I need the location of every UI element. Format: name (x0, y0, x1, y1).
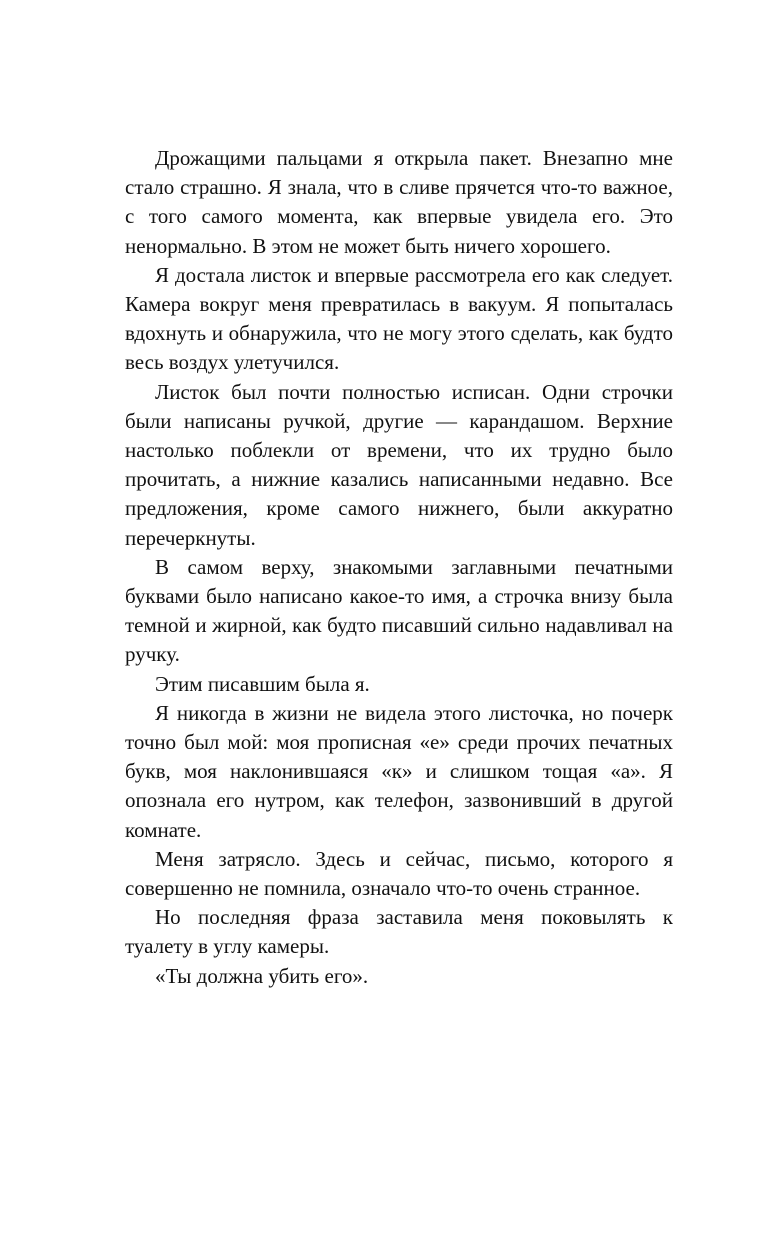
paragraph: Листок был почти полностью исписан. Одни строчки были написаны ручкой, другие — карандашом. Верхние настолько поблекли от времени, что их трудно было прочитать, а нижние казались написанными недавно. Все предложения, кроме самого нижнего, были аккуратно перечеркнуты. (125, 379, 673, 550)
paragraph: В самом верху, знакомыми заглавными печатными буквами было написано какое-то имя, а строчка внизу была темной и жирной, как будто писавший сильно надавливал на ручку. (125, 554, 673, 667)
book-page-text (125, 144, 673, 991)
paragraph: Меня затрясло. Здесь и сейчас, письмо, которого я совершенно не помнила, означало что-то очень странное. (125, 846, 673, 901)
paragraph: «Ты должна убить его». (155, 963, 369, 988)
paragraph: Этим писавшим была я. (155, 671, 370, 696)
paragraph: Я никогда в жизни не видела этого листочка, но почерк точно был мой: моя прописная «е» среди прочих печатных букв, моя наклонившаяся «к» и слишком тощая «а». Я опознала его нутром, как телефон, зазвонивший в другой комнате. (125, 700, 673, 842)
paragraph: Дрожащими пальцами я открыла пакет. Внезапно мне стало страшно. Я знала, что в сливе прячется что-то важное, с того самого момента, как впервые увидела его. Это ненормально. В этом не может быть ничего хорошего. (125, 146, 673, 258)
paragraph: Я достала листок и впервые рассмотрела его как следует. Камера вокруг меня превратилась в вакуум. Я попыталась вдохнуть и обнаружила, что не могу этого сделать, как будто весь воздух улетучился. (125, 262, 673, 375)
paragraph: Но последняя фраза заставила меня поковылять к туалету в углу камеры. (125, 905, 673, 959)
